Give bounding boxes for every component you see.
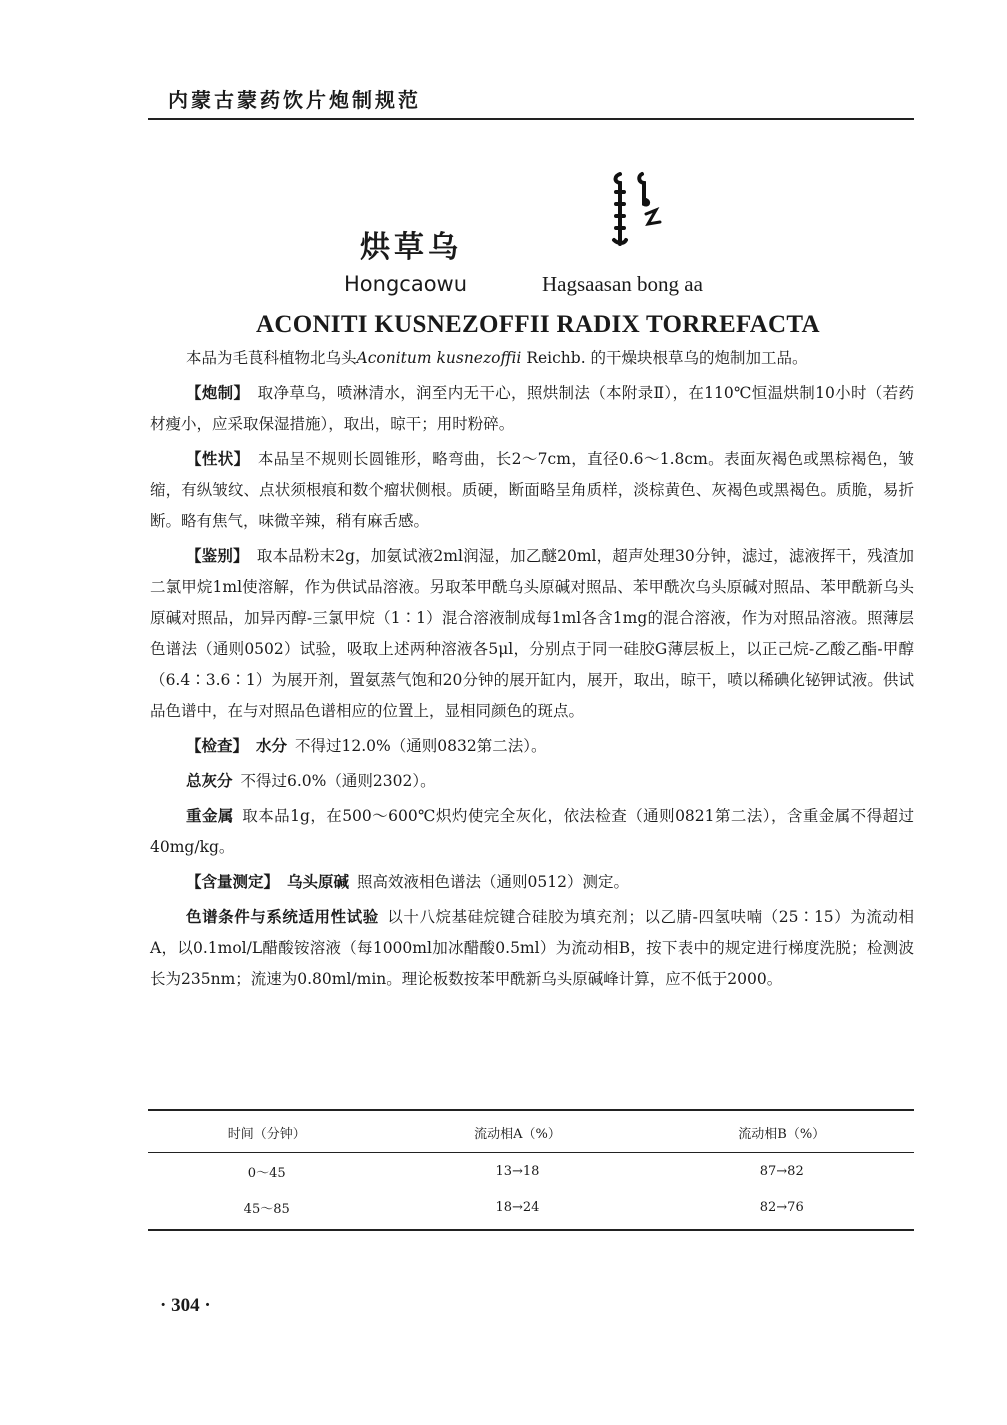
heavy-metals-section	[150, 801, 914, 863]
title-mongolian-latin: Hagsaasan bong aa	[542, 272, 703, 296]
table-header-phase-a: 流动相A（%）	[385, 1110, 649, 1153]
alkaloid-label: 乌头原碱	[287, 873, 350, 891]
gradient-table	[148, 1109, 914, 1231]
assay-section	[150, 867, 914, 898]
table-cell: 18→24	[385, 1189, 649, 1230]
species-name: Aconitum kusnezoffii	[356, 349, 522, 367]
characters-section	[150, 444, 914, 537]
chromatography-text: 以十八烷基硅烷键合硅胶为填充剂；以乙腈-四氢呋喃（25∶15）为流动相A，以0.1mol/L醋酸铵溶液（每1000ml加冰醋酸0.5ml）为流动相B，按下表中的规定进行梯度洗脱；检测波长为235nm；流速为0.80ml/min。理论板数按苯甲酰新乌头原碱峰计算，应不低于2000。	[150, 908, 914, 988]
processing-section	[150, 378, 914, 440]
ash-label: 总灰分	[186, 772, 233, 790]
mongolian-script-title	[606, 170, 666, 250]
processing-label: 【炮制】	[186, 384, 250, 402]
processing-text: 取净草乌，喷淋清水，润至内无干心，照烘制法（本附录Ⅱ），在110℃恒温烘制10小时（若药材瘦小，应采取保湿措施），取出，晾干；用时粉碎。	[150, 384, 914, 433]
inspection-label: 【检查】	[186, 737, 249, 755]
alkaloid-text: 照高效液相色谱法（通则0512）测定。	[357, 873, 629, 891]
ash-section	[150, 766, 914, 797]
identification-section	[150, 541, 914, 727]
identification-text: 取本品粉末2g，加氨试液2ml润湿，加乙醚20ml，超声处理30分钟，滤过，滤液挥干，残渣加二氯甲烷1ml使溶解，作为供试品溶液。另取苯甲酰乌头原碱对照品、苯甲酰次乌头原碱对照品、苯甲酰新乌头原碱对照品，加异丙醇-三氯甲烷（1∶1）混合溶液制成每1ml各含1mg的混合溶液，作为对照品溶液。照薄层色谱法（通则0502）试验，吸取上述两种溶液各5μl，分别点于同一硅胶G薄层板上，以正己烷-乙酸乙酯-甲醇（6.4∶3.6∶1）为展开剂，置氨蒸气饱和20分钟的展开缸内，展开，取出，晾干，喷以稀碘化铋钾试液。供试品色谱中，在与对照品色谱相应的位置上，显相同颜色的斑点。	[150, 547, 914, 720]
monograph-body	[150, 343, 914, 999]
characters-label: 【性状】	[186, 450, 250, 468]
running-header: 内蒙古蒙药饮片炮制规范	[168, 88, 421, 112]
characters-text: 本品呈不规则长圆锥形，略弯曲，长2～7cm，直径0.6～1.8cm。表面灰褐色或黑棕褐色，皱缩，有纵皱纹、点状须根痕和数个瘤状侧根。质硬，断面略呈角质样，淡棕黄色、灰褐色或黑褐色。质脆，易折断。略有焦气，味微辛辣，稍有麻舌感。	[150, 450, 914, 530]
inspection-section	[150, 731, 914, 762]
identification-label: 【鉴别】	[186, 547, 249, 565]
assay-label: 【含量测定】	[186, 873, 280, 891]
heavy-metals-text: 取本品1g，在500～600℃炽灼使完全灰化，依法检查（通则0821第二法），含重金属不得超过40mg/kg。	[150, 807, 914, 856]
table-cell: 45～85	[148, 1189, 385, 1230]
intro-paragraph	[150, 343, 914, 374]
chromatography-section	[150, 902, 914, 995]
table-header-phase-b: 流动相B（%）	[649, 1110, 914, 1153]
water-text: 不得过12.0%（通则0832第二法）。	[295, 737, 547, 755]
heavy-metals-label: 重金属	[186, 807, 234, 825]
title-latin: ACONITI KUSNEZOFFII RADIX TORREFACTA	[256, 311, 820, 338]
table-cell: 87→82	[759, 1164, 804, 1179]
table-row	[148, 1189, 914, 1230]
title-pinyin: Hongcaowu	[344, 272, 468, 296]
table-cell: 82→76	[649, 1189, 914, 1230]
table-header-row	[148, 1110, 914, 1153]
page-number: · 304 ·	[160, 1295, 211, 1316]
table-cell: 0～45	[247, 1166, 286, 1181]
water-label: 水分	[256, 737, 288, 755]
intro-text-end: Reichb. 的干燥块根草乌的炮制加工品。	[521, 349, 808, 367]
title-chinese: 烘草乌	[360, 230, 462, 265]
ash-text: 不得过6.0%（通则2302）。	[240, 772, 436, 790]
table-row	[148, 1153, 914, 1190]
intro-text: 本品为毛茛科植物北乌头	[186, 349, 357, 367]
table-cell: 13→18	[495, 1164, 540, 1179]
chromatography-label: 色谱条件与系统适用性试验	[186, 908, 379, 926]
header-rule	[148, 118, 914, 120]
table-header-time: 时间（分钟）	[148, 1110, 385, 1153]
